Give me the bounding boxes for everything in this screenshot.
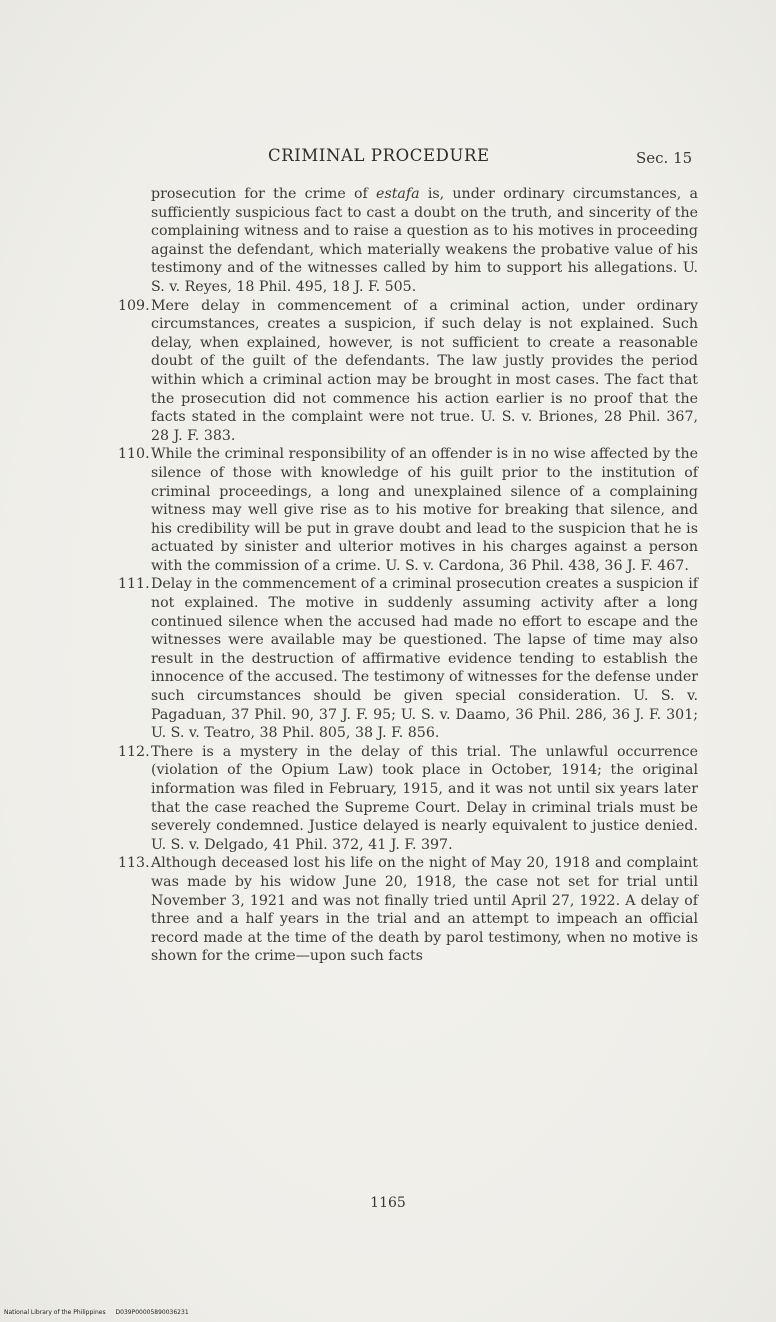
page-number: 1165 [370,1195,406,1211]
continued-paragraph [118,185,698,297]
annotation-entry-113 [118,854,698,966]
section-label: Sec. 15 [636,149,693,167]
scan-code: D039P00005890036231 [115,1309,189,1316]
entry-number: 112. [118,743,150,760]
annotation-entry-111 [118,575,698,742]
continued-text-end: is, under ordinary circumstances, a sufficiently suspicious fact to cast a doubt on the truth, and sincerity of the complaining witness and to raise a question as to his motives in proceeding against the defendant, which materially weakens the probative value of his testimony and of the witnesses called by him to support his allegations. U. S. v. Reyes, 18 Phil. 495, 18 J. F. 505. [151,186,698,295]
entry-number: 110. [118,446,150,463]
running-header [0,146,776,168]
entry-text: Mere delay in commencement of a criminal action, under ordinary circumstances, creates a suspicion, if such delay is not explained. Such delay, when explained, however, is not sufficient to create a reasonable doubt of the guilt of the defendants. The law justly provides the period within which a criminal action may be brought in most cases. The fact that the prosecution did not commence his action earlier is no proof that the facts stated in the complaint were not true. U. S. v. Briones, 28 Phil. 367, 28 J. F. 383. [151,297,698,444]
entry-number: 111. [118,576,150,593]
entry-number: 113. [118,855,150,872]
running-title: CRIMINAL PROCEDURE [268,146,490,165]
annotation-entry-112 [118,743,698,855]
continued-text-start: prosecution for the crime of [151,186,377,202]
entry-text: Delay in the commencement of a criminal prosecution creates a suspicion if not explained. The motive in suddenly assuming activity after a long continued silence when the accused had made no effort to escape and the witnesses were available may be questioned. The lapse of time may also result in the destruction of affirmative evidence tending to establish the innocence of the accused. The testimony of witnesses for the defense under such circumstances should be given special consideration. U. S. v. Pagaduan, 37 Phil. 90, 37 J. F. 95; U. S. v. Daamo, 36 Phil. 286, 36 J. F. 301; U. S. v. Teatro, 38 Phil. 805, 38 J. F. 856. [151,576,698,742]
library-name: National Library of the Philippines [4,1309,106,1316]
scan-footer [4,1309,197,1316]
continued-text-italic: estafa [376,186,420,202]
entry-text: While the criminal responsibility of an offender is in no wise affected by the silence of those with knowledge of his guilt prior to the institution of criminal proceedings, a long and unexplained silence of a complaining witness may well give rise as to his motive for breaking that silence, and his credibility will be put in grave doubt and lead to the suspicion that he is actuated by sinister and ulterior motives in his charges against a person with the commission of a crime. U. S. v. Cardona, 36 Phil. 438, 36 J. F. 467. [151,446,698,574]
entry-number: 109. [118,297,150,314]
page-body [118,185,698,966]
annotation-entry-109 [118,297,698,446]
entry-text: There is a mystery in the delay of this trial. The unlawful occurrence (violation of the Opium Law) took place in October, 1914; the original information was filed in February, 1915, and it was not until six years later that the case reached the Supreme Court. Delay in criminal trials must be severely condemned. Justice delayed is nearly equivalent to justice denied. U. S. v. Delgado, 41 Phil. 372, 41 J. F. 397. [151,743,698,853]
entry-text: Although deceased lost his life on the night of May 20, 1918 and complaint was made by his widow June 20, 1918, the case not set for trial until November 3, 1921 and was not finally tried until April 27, 1922. A delay of three and a half years in the trial and an attempt to impeach an official record made at the time of the death by parol testimony, when no motive is shown for the crime—upon such facts [151,855,698,965]
annotation-entry-110 [118,445,698,575]
